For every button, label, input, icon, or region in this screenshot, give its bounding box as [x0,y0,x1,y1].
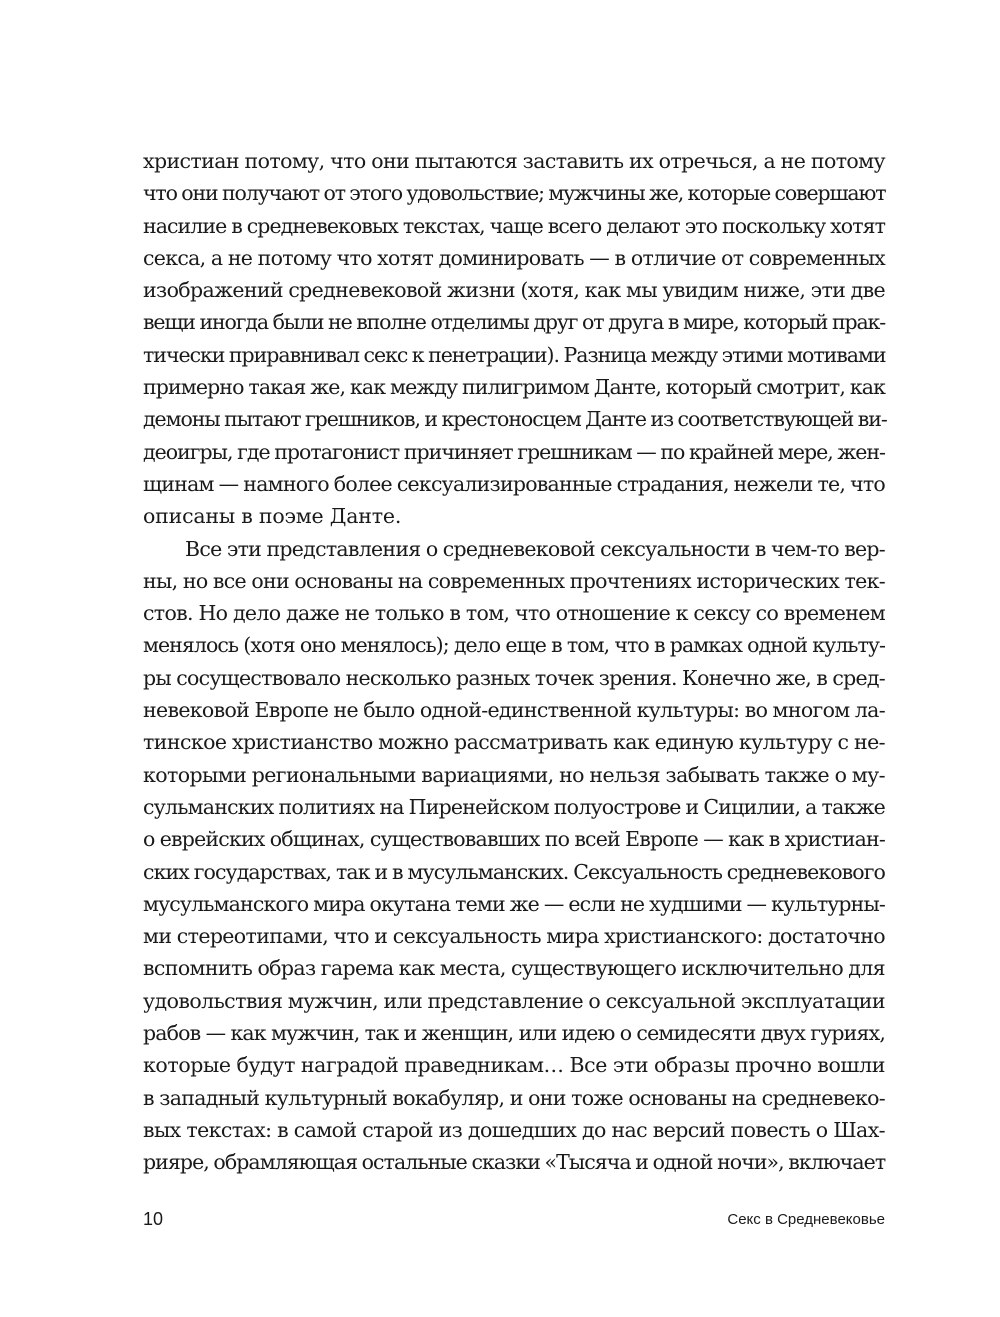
text-line: вых текстах: в самой старой из дошедших до нас версий повесть о Шах- [143,1117,885,1142]
text-line: стов. Но дело даже не только в том, что отношение к сексу со временем [143,601,885,626]
text-line: в западный культурный вокабуляр, и они тоже основаны на средневеко- [143,1085,885,1110]
text-line: изображений средневековой жизни (хотя, как мы увидим ниже, эти две [143,278,885,303]
paragraph-1 [143,145,885,533]
text-line: Все эти представления о средневековой сексуальности в чем-то вер- [185,536,885,561]
text-line: демоны пытают грешников, и крестоносцем Данте из соответствующей ви- [143,407,887,432]
text-line: тинское христианство можно рассматривать как единую культуру с не- [143,730,885,755]
body-text [143,145,885,1179]
text-line: рабов — как мужчин, так и женщин, или идею о семидесяти двух гуриях, [143,1021,885,1046]
text-line: вещи иногда были не вполне отделимы друг от друга в мире, который прак- [143,310,885,335]
page-number: 10 [143,1209,164,1229]
text-line: примерно такая же, как между пилигримом Данте, который смотрит, как [143,375,885,400]
text-line: ны, но все они основаны на современных прочтениях исторических тек- [143,568,885,593]
text-line: которые будут наградой праведникам… Все эти образы прочно вошли [143,1053,885,1078]
text-line: невековой Европе не было одной-единственной культуры: во многом ла- [143,698,885,723]
text-line: мусульманского мира окутана теми же — если не худшими — культурны- [143,891,885,916]
text-line: христиан потому, что они пытаются заставить их отречься, а не потому [143,149,885,173]
text-line: насилие в средневековых текстах, чаще всего делают это поскольку хотят [143,213,885,238]
text-line: описаны в поэме Данте. [143,504,402,529]
text-line: менялось (хотя оно менялось); дело еще в том, что в рамках одной культу- [143,633,885,658]
text-line: секса, а не потому что хотят доминировать — в отличие от современных [143,245,885,270]
text-line: рияре, обрамляющая остальные сказки «Тысяча и одной ночи», включает [143,1150,886,1175]
text-line: деоигры, где протагонист причиняет грешникам — по крайней мере, жен- [143,439,885,464]
text-line: ми стереотипами, что и сексуальность мира христианского: достаточно [143,924,885,949]
page-footer [143,1209,885,1233]
text-line: щинам — намного более сексуализированные страдания, нежели те, что [143,471,885,496]
paragraph-2 [143,533,885,1179]
text-line: ры сосуществовало несколько разных точек зрения. Конечно же, в сред- [143,665,885,690]
text-line: удовольствия мужчин, или представление о сексуальной эксплуатации [143,988,885,1013]
text-line: что они получают от этого удовольствие; мужчины же, которые совершают [143,181,886,206]
running-title: Секс в Средневековье [727,1211,885,1228]
text-line: которыми региональными вариациями, но нельзя забывать также о му- [143,762,885,787]
text-line: тически приравнивал секс к пенетрации). Разница между этими мотивами [143,342,886,367]
text-line: о еврейских общинах, существовавших по всей Европе — как в христиан- [143,827,885,852]
text-line: вспомнить образ гарема как места, существующего исключительно для [143,956,885,981]
text-line: ских государствах, так и в мусульманских. Сексуальность средневекового [143,859,885,884]
text-line: сульманских политиях на Пиренейском полуострове и Сицилии, а также [143,794,885,819]
